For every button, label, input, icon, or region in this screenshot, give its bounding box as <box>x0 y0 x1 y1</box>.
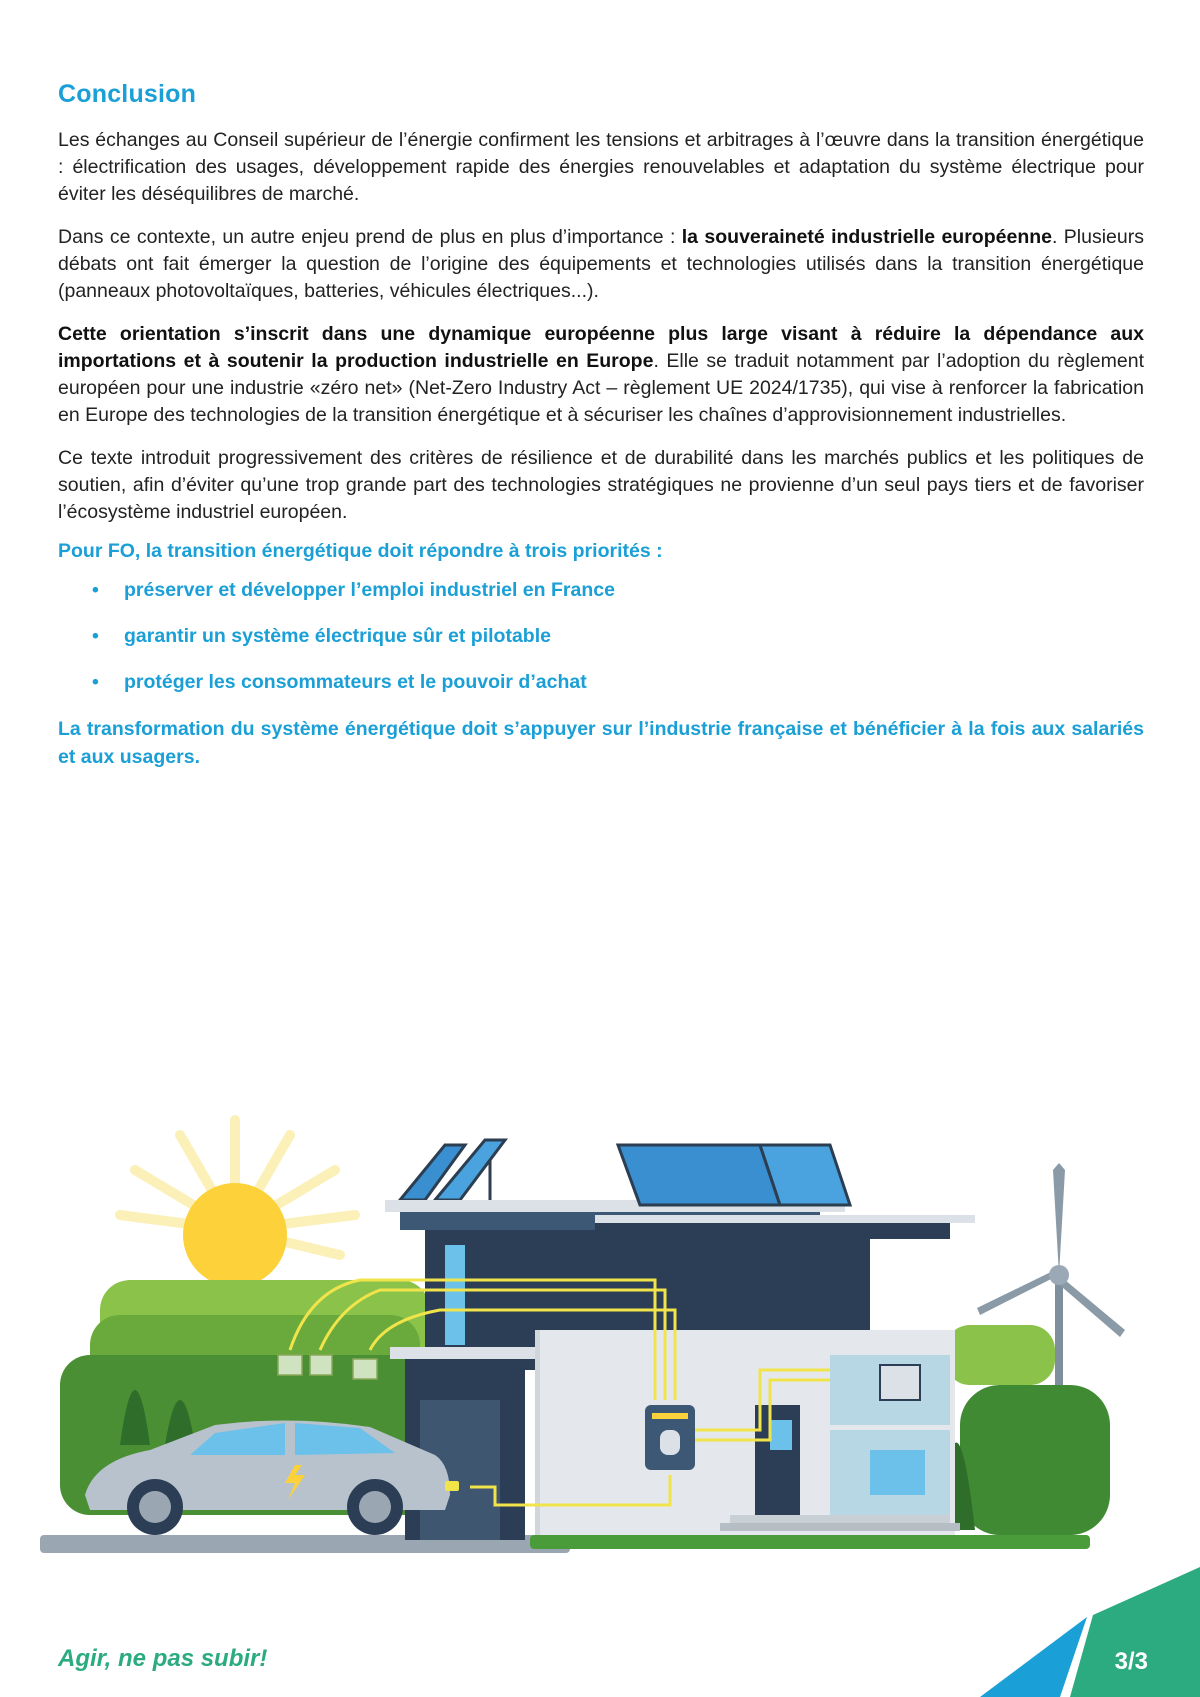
paragraph-intro: Les échanges au Conseil supérieur de l’énergie confirment les tensions et arbitrages à l’œuvre dans la transition énergétique : électrification des usages, développement rapide des énergies renouvelables et adaptation du système électrique pour éviter les déséquilibres de marché. <box>58 129 1144 205</box>
priority-item <box>92 669 1144 696</box>
fo-priorities-lead: Pour FO, la transition énergétique doit répondre à trois priorités : <box>58 540 663 562</box>
corner-decoration <box>980 1567 1200 1697</box>
page-number: 3/3 <box>1114 1648 1148 1675</box>
section-title: Conclusion <box>58 80 197 108</box>
paragraph-nzia <box>58 321 1144 429</box>
priority-text: préserver et développer l’emploi industriel en France <box>124 579 615 601</box>
bullet-icon: • <box>92 625 99 647</box>
bullet-icon: • <box>92 579 99 601</box>
solar-panel-icon <box>400 1140 505 1200</box>
paragraph-criteria: Ce texte introduit progressivement des critères de résilience et de durabilité dans les marchés publics et les politiques de soutien, afin d’éviter qu’une trop grande part des technologies stratégiques ne provienne d’un seul pays tiers et de favoriser l’écosystème industriel européen. <box>58 447 1144 523</box>
paragraph-sovereignty <box>58 224 1144 305</box>
footer-slogan: Agir, ne pas subir! <box>58 1645 268 1672</box>
priority-text: garantir un système électrique sûr et pilotable <box>124 625 551 647</box>
paragraph-text: . Elle se traduit notamment par l’adoption du règlement européen pour une industrie «zéro net» (Net-Zero Industry Act – règlement UE 2024/1735), qui vise à renforcer la fabrication en Europe des technologies de la transition énergétique et à sécuriser les chaînes d’approvisionnement industrielles. <box>58 350 1144 426</box>
energy-house-illustration <box>40 1115 1160 1565</box>
bullet-icon: • <box>92 671 99 693</box>
paragraph-text: Dans ce contexte, un autre enjeu prend de plus en plus d’importance : <box>58 226 682 248</box>
fo-closing-statement: La transformation du système énergétique doit s’appuyer sur l’industrie française et bénéficier à la fois aux salariés et aux usagers. <box>58 718 1144 768</box>
emphasis-text: Cette orientation s’inscrit dans une dynamique européenne plus large visant à réduire la dépendance aux importations et à soutenir la production industrielle en Europe <box>58 323 1144 372</box>
priorities-list <box>92 577 1144 696</box>
priority-item <box>92 577 1144 604</box>
emphasis-text: la souveraineté industrielle européenne <box>681 226 1052 248</box>
priority-item <box>92 623 1144 650</box>
document-content <box>58 80 1144 771</box>
paragraph-text: . Plusieurs débats ont fait émerger la question de l’origine des équipements et technologies utilisés dans la transition énergétique (panneaux photovoltaïques, batteries, véhicules électriques...). <box>58 226 1144 302</box>
solar-panel-icon <box>618 1145 850 1205</box>
smart-meter-icon <box>645 1405 695 1470</box>
priority-text: protéger les consommateurs et le pouvoir d’achat <box>124 671 587 693</box>
sun-icon <box>120 1120 355 1287</box>
